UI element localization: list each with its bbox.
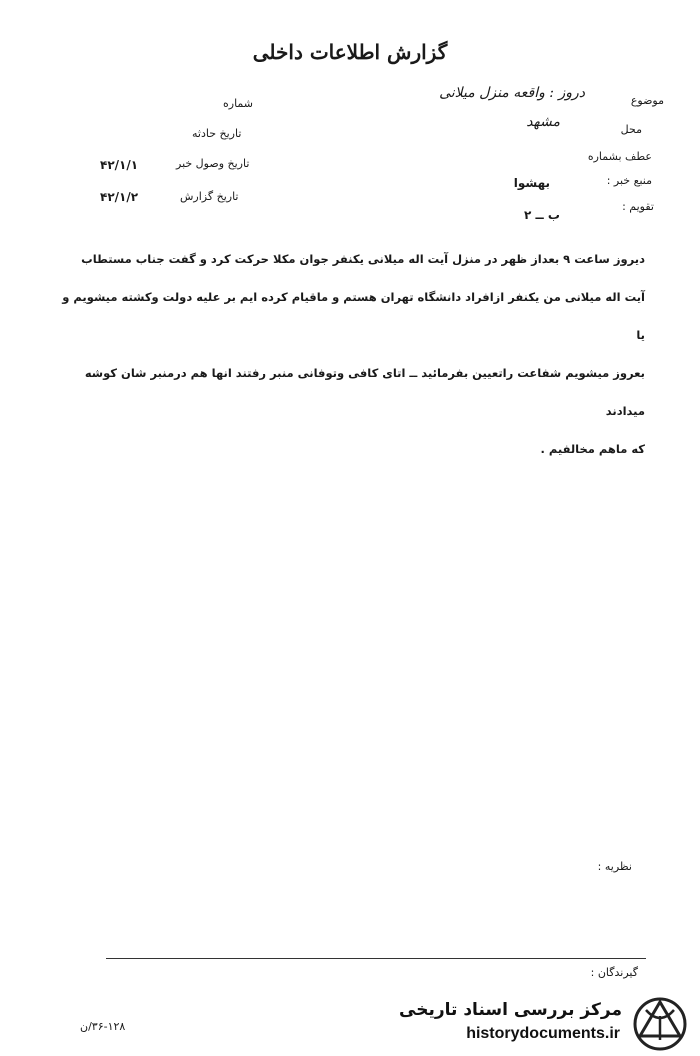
number-label: شماره xyxy=(223,97,254,110)
watermark-logo-icon xyxy=(632,996,688,1052)
body-line: بعروز میشویم شفاعت راتعیین بفرمائید ــ اتای کافی وتوفانی منبر رفتند انها هم درمنبر شان کوشه میدادند xyxy=(84,366,645,418)
reference-label: عطف بشماره xyxy=(587,150,652,163)
evaluation-value: ب ــ ۲ xyxy=(524,208,560,222)
receipt-date-value: ۴۲/۱/۱ xyxy=(100,158,139,172)
watermark-org-name: مرکز بررسی اسناد تاریخی xyxy=(399,1000,622,1020)
receipt-date-label: تاریخ وصول خبر xyxy=(176,157,250,170)
event-date-label: تاریخ حادثه xyxy=(192,127,242,140)
subject-label: موضوع xyxy=(630,94,664,107)
subject-value: دروز : واقعه منزل میلانی xyxy=(439,85,585,101)
divider xyxy=(106,958,646,959)
location-label: محل xyxy=(620,123,642,136)
watermark-website: historydocuments.ir xyxy=(466,1025,620,1042)
location-value: مشهد xyxy=(526,114,560,130)
body-line: آیت اله میلانی من یکنفر ازافراد دانشگاه تهران هستم و ماقیام کرده ایم بر علیه دولت وکشته میشویم و یا xyxy=(62,290,645,342)
source-value: بهشوا xyxy=(513,176,550,190)
form-code: ۳۶-۱۲۸/ن xyxy=(80,1020,126,1033)
body-line: دیروز ساعت ۹ بعداز ظهر در منزل آیت اله میلانی یکنفر جوان مکلا حرکت کرد و گفت جناب مستطاب xyxy=(81,252,645,266)
opinion-label: نظریه : xyxy=(597,860,632,873)
recipients-label: گیرندگان : xyxy=(590,966,638,979)
document-title: گزارش اطلاعات داخلی xyxy=(252,40,448,64)
report-date-label: تاریخ گزارش xyxy=(180,190,239,203)
body-line: که ماهم مخالفیم . xyxy=(540,442,645,456)
report-body xyxy=(60,240,645,468)
report-date-value: ۴۲/۱/۲ xyxy=(100,190,139,204)
evaluation-label: تقویم : xyxy=(622,200,654,213)
source-label: منبع خبر : xyxy=(606,174,652,187)
